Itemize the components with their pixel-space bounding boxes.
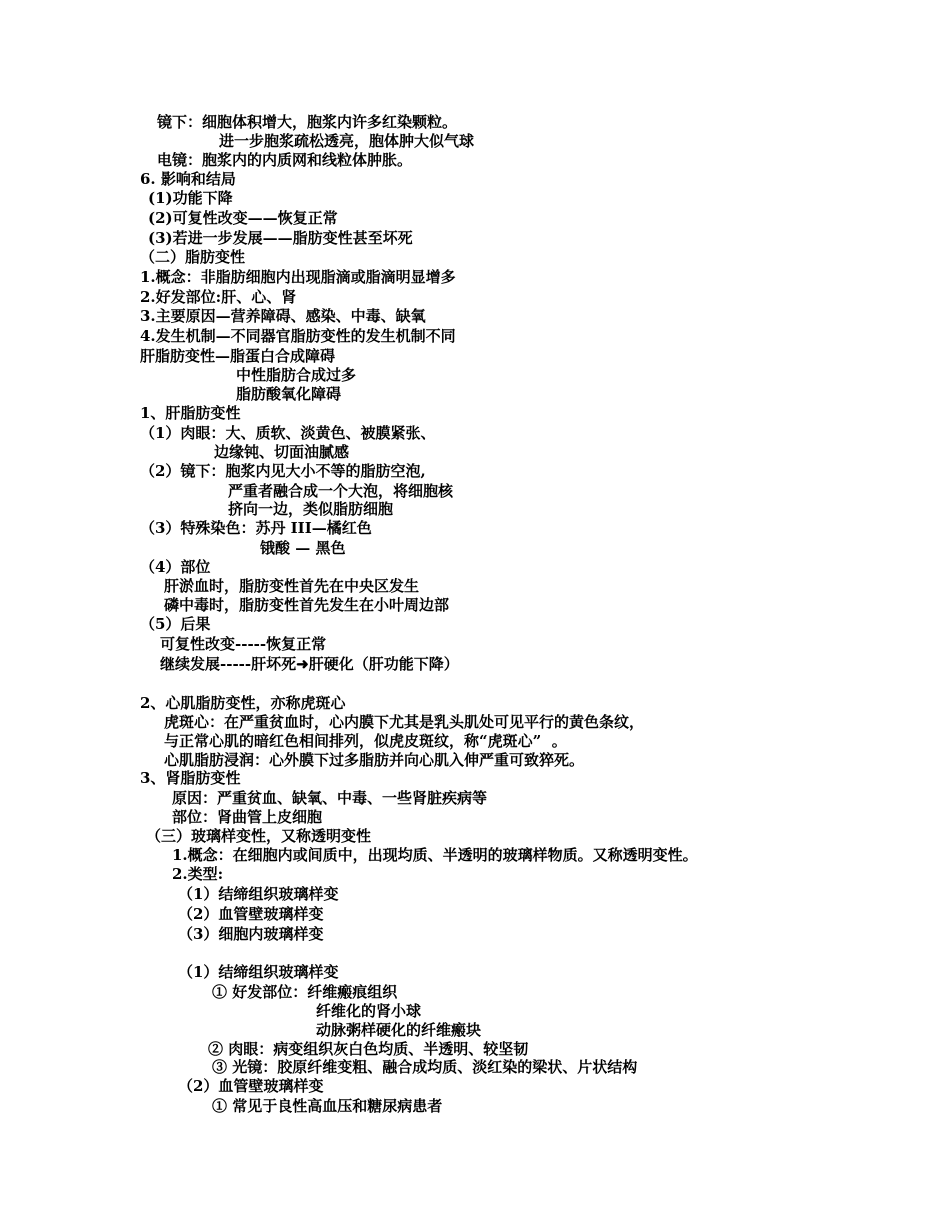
text-line: 边缘钝、切面油腻感 (214, 443, 350, 461)
text-line: 6. 影响和结局 (140, 170, 236, 188)
text-line: 3.主要原因—营养障碍、感染、中毒、缺氧 (140, 307, 426, 325)
text-line: （2）血管壁玻璃样变 (178, 1077, 324, 1095)
text-line: 1、肝脂肪变性 (140, 404, 241, 422)
text-line: （3）特殊染色：苏丹 III—橘红色 (140, 519, 372, 537)
text-line: （三）玻璃样变性，又称透明变性 (146, 827, 372, 845)
text-line: ② 肉眼：病变组织灰白色均质、半透明、较坚韧 (208, 1040, 529, 1058)
text-line: 肝脂肪变性—脂蛋白合成障碍 (140, 347, 336, 365)
text-line: 2.类型: (172, 865, 224, 883)
text-line: 中性脂肪合成过多 (236, 366, 357, 384)
text-line: (2)可复性改变——恢复正常 (148, 209, 338, 227)
text-line: 电镜：胞浆内的内质网和线粒体肿胀。 (157, 151, 413, 169)
text-line: ③ 光镜：胶原纤维变粗、融合成均质、淡红染的梁状、片状结构 (212, 1058, 638, 1076)
text-line: （1）肉眼：大、质软、淡黄色、被膜紧张、 (140, 424, 436, 442)
text-line: 严重者融合成一个大泡，将细胞核 (228, 482, 454, 500)
text-line: 2.好发部位:肝、心、肾 (140, 288, 297, 306)
text-line: 3、肾脂肪变性 (140, 769, 241, 787)
text-line: 1.概念：在细胞内或间质中，出现均质、半透明的玻璃样物质。又称透明变性。 (172, 846, 698, 864)
text-line: 2、心肌脂肪变性，亦称虎斑心 (140, 694, 346, 712)
text-line: （3）细胞内玻璃样变 (178, 925, 324, 943)
text-line: 虎斑心：在严重贫血时，心内膜下尤其是乳头肌处可见平行的黄色条纹， (164, 713, 645, 731)
text-line: 进一步胞浆疏松透亮，胞体肿大似气球 (219, 132, 475, 150)
text-line: 肝淤血时，脂肪变性首先在中央区发生 (164, 577, 420, 595)
text-line: （5）后果 (140, 615, 211, 633)
text-line: 动脉粥样硬化的纤维瘢块 (316, 1021, 482, 1039)
text-line: （1）结缔组织玻璃样变 (178, 963, 339, 981)
text-line: （2）镜下：胞浆内见大小不等的脂肪空泡, (140, 462, 426, 480)
text-line: 4.发生机制—不同器官脂肪变性的发生机制不同 (140, 327, 456, 345)
text-line: 磷中毒时，脂肪变性首先发生在小叶周边部 (164, 596, 450, 614)
text-line: 挤向一边，类似脂肪细胞 (228, 500, 394, 518)
text-line: (3)若进一步发展——脂肪变性甚至坏死 (148, 229, 413, 247)
text-line: 原因：严重贫血、缺氧、中毒、一些肾脏疾病等 (172, 789, 488, 807)
text-line: ① 常见于良性高血压和糖尿病患者 (212, 1097, 443, 1115)
text-line: 部位：肾曲管上皮细胞 (172, 808, 323, 826)
text-line: 心肌脂肪浸润：心外膜下过多脂肪并向心肌入伸严重可致猝死。 (164, 751, 585, 769)
text-line: （1）结缔组织玻璃样变 (178, 885, 339, 903)
text-line: 纤维化的肾小球 (316, 1002, 422, 1020)
text-line: （二）脂肪变性 (140, 248, 246, 266)
text-line: 可复性改变-----恢复正常 (160, 635, 327, 653)
text-line: 锇酸 — 黑色 (260, 539, 346, 557)
text-line: 1.概念：非脂肪细胞内出现脂滴或脂滴明显增多 (140, 268, 456, 286)
text-line: 继续发展-----肝坏死➜肝硬化（肝功能下降） (160, 655, 459, 673)
text-line: 脂肪酸氧化障碍 (236, 385, 342, 403)
text-line: (1)功能下降 (148, 189, 233, 207)
text-line: （4）部位 (140, 558, 211, 576)
text-line: 镜下：细胞体积增大，胞浆内许多红染颗粒。 (157, 113, 458, 131)
text-line: 与正常心肌的暗红色相间排列，似虎皮斑纹，称“虎斑心” 。 (164, 732, 567, 750)
text-line: ① 好发部位：纤维瘢痕组织 (212, 983, 398, 1001)
text-line: （2）血管壁玻璃样变 (178, 905, 324, 923)
